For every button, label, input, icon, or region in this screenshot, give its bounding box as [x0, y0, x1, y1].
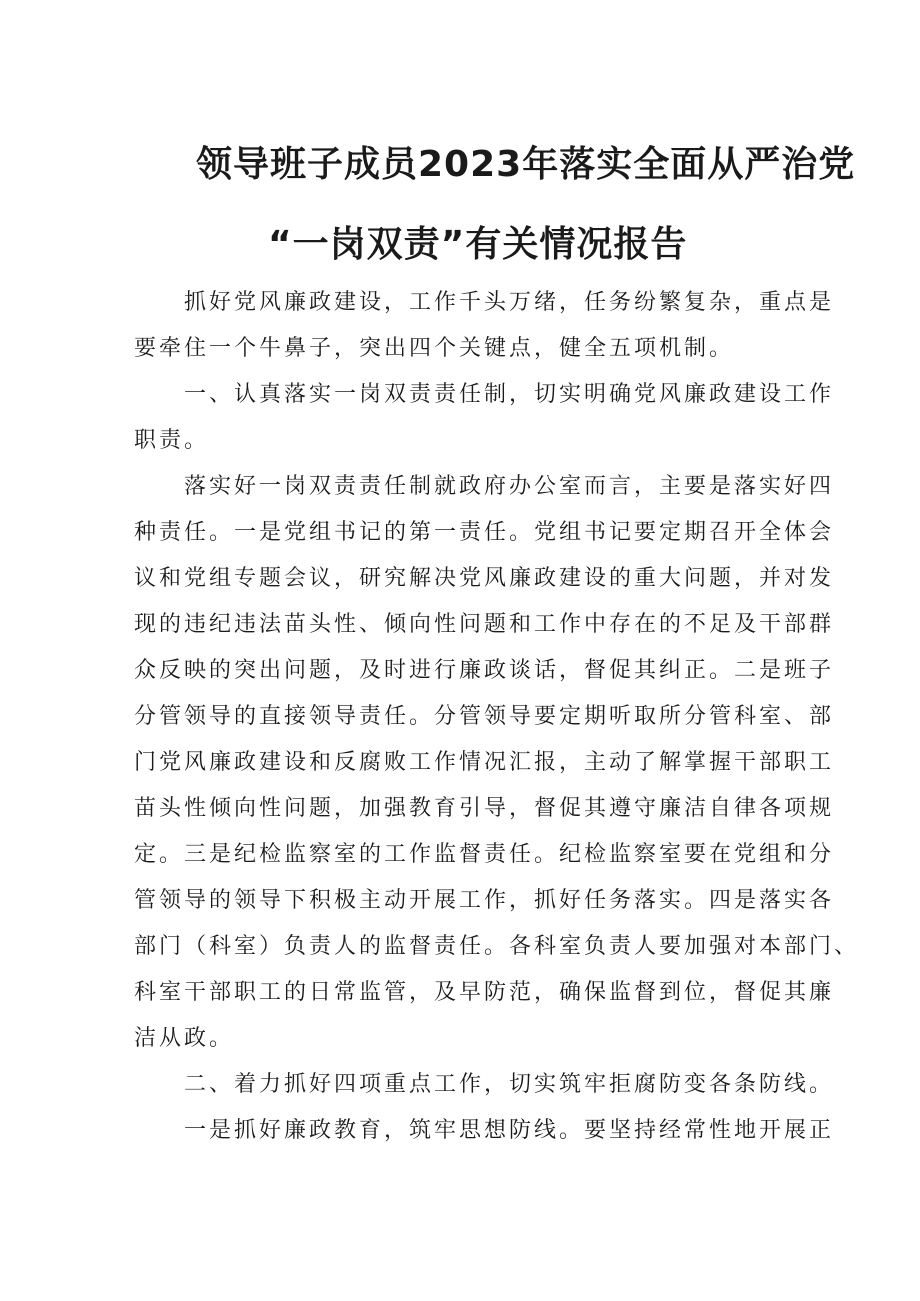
body-text-line: 议和党组专题会议，研究解决党风廉政建设的重大问题，并对发: [134, 566, 835, 591]
body-text-line: 二、着力抓好四项重点工作，切实筑牢拒腐防变各条防线。: [184, 1072, 835, 1097]
body-text-line: 部门（科室）负责人的监督责任。各科室负责人要加强对本部门、: [134, 934, 860, 959]
body-text-line: 落实好一岗双责责任制就政府办公室而言，主要是落实好四: [184, 474, 835, 499]
body-text-line: 一、认真落实一岗双责责任制，切实明确党风廉政建设工作: [184, 382, 835, 407]
body-text-line: 众反映的突出问题，及时进行廉政谈话，督促其纠正。二是班子: [134, 658, 835, 683]
body-text-line: 科室干部职工的日常监管，及早防范，确保监督到位，督促其廉: [134, 980, 835, 1005]
body-text-line: 分管领导的直接领导责任。分管领导要定期听取所分管科室、部: [134, 704, 835, 729]
body-text-line: 洁从政。: [134, 1026, 235, 1051]
body-text-line: 职责。: [134, 428, 210, 453]
body-text-line: 要牵住一个牛鼻子，突出四个关键点，健全五项机制。: [134, 336, 735, 361]
body-text-line: 定。三是纪检监察室的工作监督责任。纪检监察室要在党组和分: [134, 842, 835, 867]
document-body: [134, 280, 860, 1154]
document-title-line-1: 领导班子成员2023年落实全面从严治党: [196, 144, 856, 185]
body-text-line: 抓好党风廉政建设，工作千头万绪，任务纷繁复杂，重点是: [184, 290, 835, 315]
body-text-line: 苗头性倾向性问题，加强教育引导，督促其遵守廉洁自律各项规: [134, 796, 835, 821]
body-text-line: 门党风廉政建设和反腐败工作情况汇报，主动了解掌握干部职工: [134, 750, 835, 775]
body-text-line: 一是抓好廉政教育，筑牢思想防线。要坚持经常性地开展正: [184, 1118, 835, 1143]
body-text-line: 管领导的领导下积极主动开展工作，抓好任务落实。四是落实各: [134, 888, 835, 913]
body-text-line: 现的违纪违法苗头性、倾向性问题和工作中存在的不足及干部群: [134, 612, 835, 637]
body-text-line: 种责任。一是党组书记的第一责任。党组书记要定期召开全体会: [134, 520, 835, 545]
document-title-line-2: “一岗双责”有关情况报告: [268, 224, 688, 265]
